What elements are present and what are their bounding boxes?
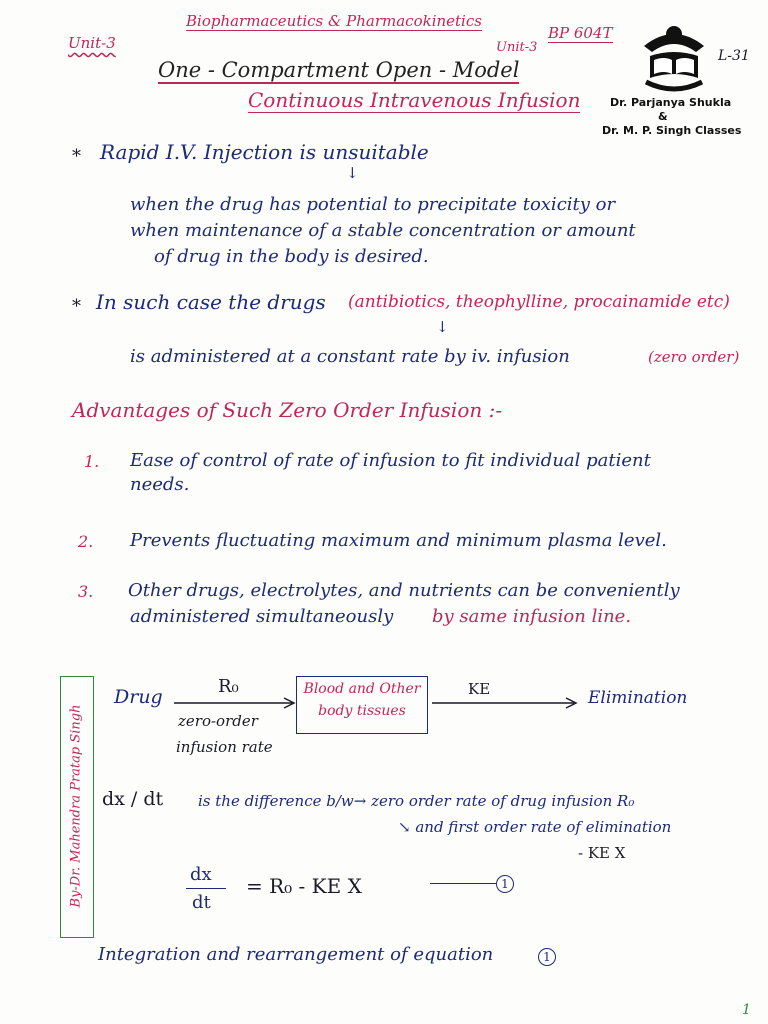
credit-classes: Dr. M. P. Singh Classes [602, 124, 742, 137]
diagram-elimination: Elimination [588, 688, 688, 708]
advantages-heading: Advantages of Such Zero Order Infusion :- [72, 398, 503, 422]
arrow-down-2: ↓ [436, 318, 449, 336]
advantage-1-number: 1. [84, 452, 100, 471]
explanation-line2: ↘ and first order rate of elimination [398, 818, 672, 836]
advantage-2-number: 2. [78, 532, 94, 551]
logo [636, 16, 712, 96]
fraction-bar [186, 888, 226, 889]
course-code: BP 604T [548, 24, 613, 42]
explanation-term: dx / dt [102, 788, 164, 810]
box-line1: Blood and Other [303, 681, 421, 697]
arrow-right-infusion-icon [172, 696, 300, 710]
equation-leader-line [430, 883, 496, 884]
diagram-r0: R₀ [218, 676, 239, 697]
diagram-below2: infusion rate [176, 738, 273, 756]
page-number: 1 [742, 1002, 751, 1018]
section1-line2: when maintenance of a stable concentration or amount [130, 220, 636, 241]
credit-amp: & [658, 110, 668, 123]
compartment-box [296, 676, 428, 734]
unit-label-left: Unit-3 [68, 34, 116, 52]
section1-line3: of drug in the body is desired. [154, 246, 429, 267]
equation-rhs: = R₀ - KE X [246, 874, 362, 898]
unit-label-right: Unit-3 [496, 40, 538, 55]
arrow-right-elimination-icon [430, 696, 582, 710]
explanation-line3: - KE X [578, 844, 626, 862]
section1-heading: Rapid I.V. Injection is unsuitable [100, 140, 429, 164]
equation-denominator: dt [192, 892, 211, 913]
diagram-drug: Drug [114, 686, 163, 708]
bullet-2: * [72, 296, 81, 317]
logo-icon [636, 16, 712, 96]
equation-numerator: dx [190, 864, 212, 885]
author-credit: By-Dr. Mahendra Pratap Singh [68, 704, 84, 908]
diagram-below1: zero-order [178, 712, 258, 730]
advantage-1-line1: Ease of control of rate of infusion to fit individual patient [130, 450, 651, 471]
section2-line2b: (zero order) [648, 348, 740, 366]
advantage-1-line2: needs. [130, 474, 190, 495]
footer-ref-circle [538, 946, 556, 966]
advantage-3-line2a: administered simultaneously [130, 606, 394, 627]
advantage-2-line1: Prevents fluctuating maximum and minimum plasma level. [130, 530, 667, 551]
subject-title: Biopharmaceutics & Pharmacokinetics [186, 12, 482, 30]
section2-line2a: is administered at a constant rate by iv. infusion [130, 346, 570, 367]
diagram-ke: KE [468, 680, 491, 698]
explanation-line1: is the difference b/w→ zero order rate of drug infusion R₀ [198, 792, 635, 810]
section1-line1: when the drug has potential to precipitate toxicity or [130, 194, 616, 215]
credit-name: Dr. Parjanya Shukla [610, 96, 732, 109]
page-title: One - Compartment Open - Model [158, 58, 520, 82]
footer-line: Integration and rearrangement of equation [98, 944, 494, 965]
lecture-number: L-31 [718, 48, 750, 64]
arrow-down-1: ↓ [346, 164, 359, 182]
page-subtitle: Continuous Intravenous Infusion [248, 88, 581, 112]
box-line2: body tissues [318, 703, 406, 719]
equation-ref: 1 [496, 875, 514, 893]
advantage-3-number: 3. [78, 582, 94, 601]
advantage-3-line1: Other drugs, electrolytes, and nutrients can be conveniently [128, 580, 680, 601]
bullet-1: * [72, 146, 81, 167]
section2-line1b: (antibiotics, theophylline, procainamide etc) [348, 292, 730, 312]
advantage-3-line2b: by same infusion line. [432, 606, 632, 627]
section2-line1a: In such case the drugs [96, 290, 326, 314]
equation-ref-circle [496, 873, 514, 893]
footer-ref: 1 [538, 948, 556, 966]
